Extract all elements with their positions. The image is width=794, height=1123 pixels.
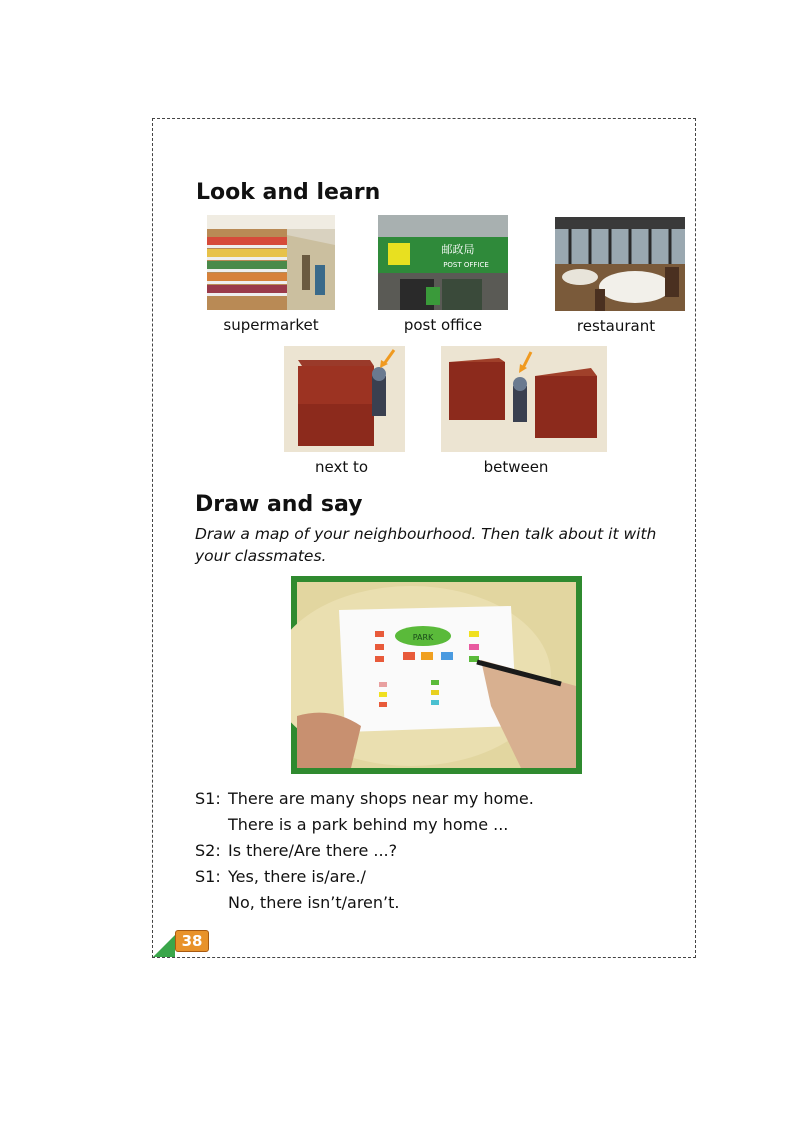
speaker-label: S2: <box>195 841 221 860</box>
dialogue-text: No, there isn’t/aren’t. <box>228 893 400 912</box>
dialogue-line <box>195 812 534 838</box>
instruction-line-2: your classmates. <box>195 547 327 565</box>
between-photo <box>441 346 607 452</box>
map-drawing-photo <box>291 576 582 774</box>
caption-next-to: next to <box>314 458 369 476</box>
section-title-draw-and-say: Draw and say <box>195 492 363 517</box>
caption-restaurant: restaurant <box>576 317 656 335</box>
dialogue-line <box>195 864 534 890</box>
instruction-line-1: Draw a map of your neighbourhood. Then talk about it with <box>195 525 657 543</box>
caption-supermarket: supermarket <box>223 316 319 334</box>
dialogue-text: There are many shops near my home. <box>228 789 534 808</box>
dialogue-text: There is a park behind my home ... <box>228 815 509 834</box>
next-to-photo <box>284 346 405 452</box>
post-office-sign-en: POST OFFICE <box>443 261 489 269</box>
page-number: 38 <box>175 930 209 952</box>
section-title-look-and-learn: Look and learn <box>196 180 381 205</box>
dialogue <box>195 786 534 916</box>
dialogue-text: Is there/Are there ...? <box>228 841 398 860</box>
draw-instruction <box>195 523 675 567</box>
dialogue-line <box>195 890 534 916</box>
corner-decoration <box>153 935 175 957</box>
dialogue-text: Yes, there is/are./ <box>228 867 366 886</box>
speaker-label: S1: <box>195 867 221 886</box>
caption-post-office: post office <box>403 316 483 334</box>
post-office-sign-cn: 邮政局 <box>441 243 475 256</box>
dialogue-line <box>195 786 534 812</box>
post-office-photo <box>378 215 508 310</box>
map-park-label: PARK <box>412 633 434 642</box>
dialogue-line <box>195 838 534 864</box>
supermarket-photo <box>207 215 335 310</box>
caption-between: between <box>483 458 549 476</box>
speaker-label: S1: <box>195 789 221 808</box>
restaurant-photo <box>555 217 685 311</box>
